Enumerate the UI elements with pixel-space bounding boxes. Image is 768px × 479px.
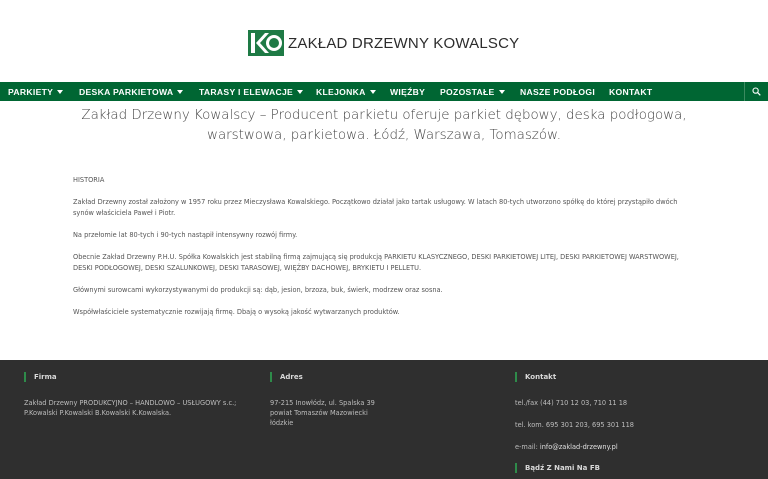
nav-item-label: DESKA PARKIETOWA xyxy=(79,86,174,97)
nav-item-tarasy-i-elewacje[interactable] xyxy=(199,82,303,101)
footer-kontakt-title: Kontakt xyxy=(515,372,556,382)
nav-item-deska-parkietowa[interactable] xyxy=(79,82,183,101)
page-title: Zakład Drzewny Kowalscy – Producent parkietu oferuje parkiet dębowy, deska podłogowa, warstwowa, parkietowa. Łódź, Warszawa, Tomaszów. xyxy=(81,108,687,143)
history-paragraph: Na przełomie lat 80-tych i 90-tych nastąpił intensywny rozwój firmy. xyxy=(73,231,298,239)
history-paragraph: Zakład Drzewny został założony w 1957 roku przez Mieczysława Kowalskiego. Początkowo działał jako tartak usługowy. W latach 80-tych utworzono spółkę do której przystąpiło dwóch synów właściciela Paweł i Piotr. xyxy=(73,198,678,217)
logo-icon xyxy=(248,30,284,56)
site-logo[interactable] xyxy=(248,30,519,56)
chevron-down-icon xyxy=(177,90,183,94)
footer-firma-text: Zakład Drzewny PRODUKCYJNO – HANDLOWO – USŁUGOWY s.c.; P.Kowalski P.Kowalski B.Kowalski K.Kowalska. xyxy=(24,399,237,417)
section-title: HISTORIA xyxy=(73,176,105,184)
site-footer xyxy=(0,360,768,479)
nav-item-label: POZOSTAŁE xyxy=(440,86,495,97)
nav-item-parkiety[interactable] xyxy=(8,82,63,101)
nav-item-label: NASZE PODŁOGI xyxy=(520,86,596,97)
nav-item-nasze-podlogi[interactable] xyxy=(520,82,595,101)
history-paragraph: Obecnie Zakład Drzewny P.H.U. Spółka Kowalskich jest stabilną firmą zajmującą się produkcją PARKIETU KLASYCZNEGO, DESKI PARKIETOWEJ LITEJ, DESKI PARKIETOWEJ WARSTWOWEJ, DESKI PODŁOGOWEJ, DESKI SZALUNKOWEJ, DESKI TARASOWEJ, WIĘŹBY DACHOWEJ, BRYKIETU I PELLETU. xyxy=(73,253,679,272)
nav-item-wiezby[interactable] xyxy=(390,82,425,101)
search-icon xyxy=(752,87,761,96)
footer-address-line: 97-215 Inowłódz, ul. Spalska 39 xyxy=(270,399,375,407)
nav-item-label: TARASY I ELEWACJE xyxy=(199,86,294,97)
nav-item-label: KONTAKT xyxy=(609,86,653,97)
chevron-down-icon xyxy=(57,90,63,94)
footer-email-row xyxy=(515,443,618,453)
chevron-down-icon xyxy=(370,90,376,94)
footer-adres-title: Adres xyxy=(270,372,303,382)
chevron-down-icon xyxy=(297,90,303,94)
search-button[interactable] xyxy=(744,82,768,101)
chevron-down-icon xyxy=(499,90,505,94)
nav-item-label: KLEJONKA xyxy=(316,86,366,97)
logo-text: ZAKŁAD DRZEWNY KOWALSCY xyxy=(288,34,520,52)
main-navigation xyxy=(0,82,768,101)
nav-item-klejonka[interactable] xyxy=(316,82,376,101)
footer-address-line: powiat Tomaszów Mazowiecki xyxy=(270,409,368,417)
nav-item-label: PARKIETY xyxy=(8,86,54,97)
footer-address-line: łódzkie xyxy=(270,419,294,427)
footer-email-link[interactable]: info@zaklad-drzewny.pl xyxy=(539,443,618,451)
footer-facebook-title[interactable]: Bądź Z Nami Na FB xyxy=(515,463,600,473)
nav-item-kontakt[interactable] xyxy=(609,82,652,101)
footer-firma-title: Firma xyxy=(24,372,57,382)
history-paragraph: Współwłaściciele systematycznie rozwijają firmę. Dbają o wysoką jakość wytwarzanych produktów. xyxy=(73,308,400,316)
footer-email-label: e-mail: xyxy=(515,443,540,451)
history-section xyxy=(73,175,697,329)
footer-mobile: tel. kom. 695 301 203, 695 301 118 xyxy=(515,421,634,429)
nav-item-label: WIĘŹBY xyxy=(390,86,426,97)
history-paragraph: Głównymi surowcami wykorzystywanymi do produkcji są: dąb, jesion, brzoza, buk, świerk, modrzew oraz sosna. xyxy=(73,286,443,294)
nav-item-pozostale[interactable] xyxy=(440,82,505,101)
footer-phone: tel./fax (44) 710 12 03, 710 11 18 xyxy=(515,399,628,407)
